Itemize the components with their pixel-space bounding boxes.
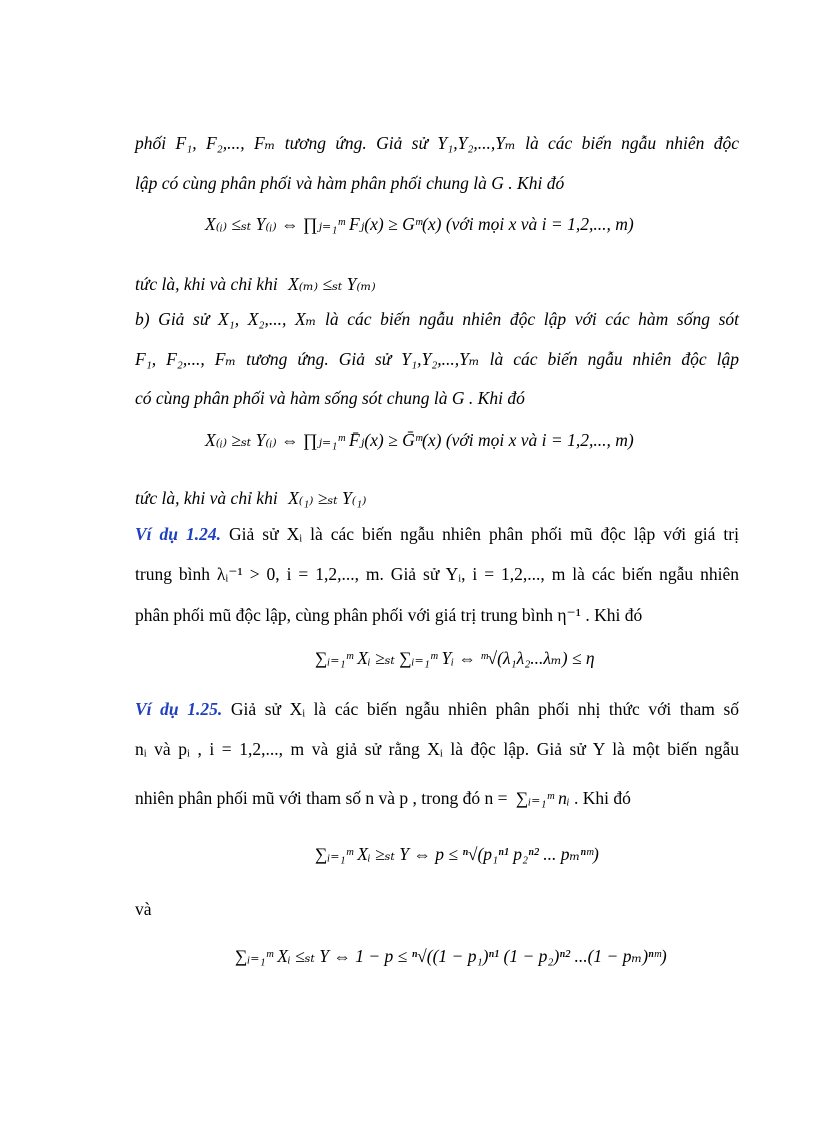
conjunction-va: và xyxy=(135,899,152,919)
equation-5: ∑ᵢ₌₁ᵐ Xᵢ ≥ₛₜ Y ⇔ p ≤ ⁿ√(p₁ⁿ¹ p₂ⁿ² ... pₘⁿᵐ) xyxy=(315,844,599,864)
equation-1-tail: X₍ₘ₎ ≤ₛₜ Y₍ₘ₎ xyxy=(288,274,376,294)
equation-2: X₍ᵢ₎ ≥ₛₜ Y₍ᵢ₎ ⇔ ∏ⱼ₌₁ᵐ F̄ⱼ(x) ≥ Ḡᵐ(x) (với mọi x và i = 1,2,..., m) xyxy=(205,430,634,450)
equation-1: X₍ᵢ₎ ≤ₛₜ Y₍ᵢ₎ ⇔ ∏ⱼ₌₁ᵐ Fⱼ(x) ≥ Gᵐ(x) (với mọi x và i = 1,2,..., m) xyxy=(205,214,634,234)
n-sum-expression: ∑ᵢ₌₁ᵐ nᵢ xyxy=(515,788,570,808)
text-line-7-wrap xyxy=(135,486,739,510)
text-line-3-wrap xyxy=(135,272,739,296)
text-line-4: b) Giả sử X₁, X₂,..., Xₘ là các biến ngẫu nhiên độc lập với các hàm sống sót xyxy=(135,309,739,329)
text-line-1: phối F₁, F₂,..., Fₘ tương ứng. Giả sử Y₁,Y₂,...,Yₘ là các biến ngẫu nhiên độc xyxy=(135,133,739,153)
example-1-25-line-3 xyxy=(135,786,739,810)
example-1-25-line-1 xyxy=(135,697,739,721)
text-line-6: có cùng phân phối và hàm sống sót chung là G . Khi đó xyxy=(135,388,525,408)
equation-6: ∑ᵢ₌₁ᵐ Xᵢ ≤ₛₜ Y ⇔ 1 − p ≤ ⁿ√((1 − p₁)ⁿ¹ (1 − p₂)ⁿ² ...(1 − pₘ)ⁿᵐ) xyxy=(235,946,667,966)
example-1-24-text-3: phân phối mũ độc lập, cùng phân phối với giá trị trung bình η⁻¹ . Khi đó xyxy=(135,605,643,625)
text-line-5: F₁, F₂,..., Fₘ tương ứng. Giả sử Y₁,Y₂,...,Yₘ là các biến ngẫu nhiên độc lập xyxy=(135,349,739,369)
example-1-24-line-1 xyxy=(135,522,739,546)
text-line-3: tức là, khi và chỉ khi xyxy=(135,274,278,294)
example-1-25-text-3: nhiên phân phối mũ với tham số n và p , trong đó n = xyxy=(135,788,508,808)
example-1-24-text-2: trung bình λᵢ⁻¹ > 0, i = 1,2,..., m. Giả sử Yᵢ, i = 1,2,..., m là các biến ngẫu nhiên xyxy=(135,564,739,584)
equation-3: ∑ᵢ₌₁ᵐ Xᵢ ≥ₛₜ ∑ᵢ₌₁ᵐ Yᵢ ⇔ ᵐ√(λ₁λ₂...λₘ) ≤ η xyxy=(315,648,595,668)
text-line-2: lập có cùng phân phối và hàm phân phối chung là G . Khi đó xyxy=(135,173,565,193)
example-1-24-text-1: Giả sử Xᵢ là các biến ngẫu nhiên phân phối mũ độc lập với giá trị xyxy=(229,524,739,544)
example-1-25-text-3b: . Khi đó xyxy=(574,788,631,808)
example-1-24-label: Ví dụ 1.24. xyxy=(135,524,222,544)
example-1-25-text-2: nᵢ và pᵢ , i = 1,2,..., m và giả sử rằng Xᵢ là độc lập. Giả sử Y là một biến ngẫu xyxy=(135,739,739,759)
text-line-7: tức là, khi và chỉ khi xyxy=(135,488,278,508)
equation-2-tail: X₍₁₎ ≥ₛₜ Y₍₁₎ xyxy=(288,488,367,508)
example-1-25-text-1: Giả sử Xᵢ là các biến ngẫu nhiên phân phối nhị thức với tham số xyxy=(230,699,739,719)
example-1-25-label: Ví dụ 1.25. xyxy=(135,699,223,719)
